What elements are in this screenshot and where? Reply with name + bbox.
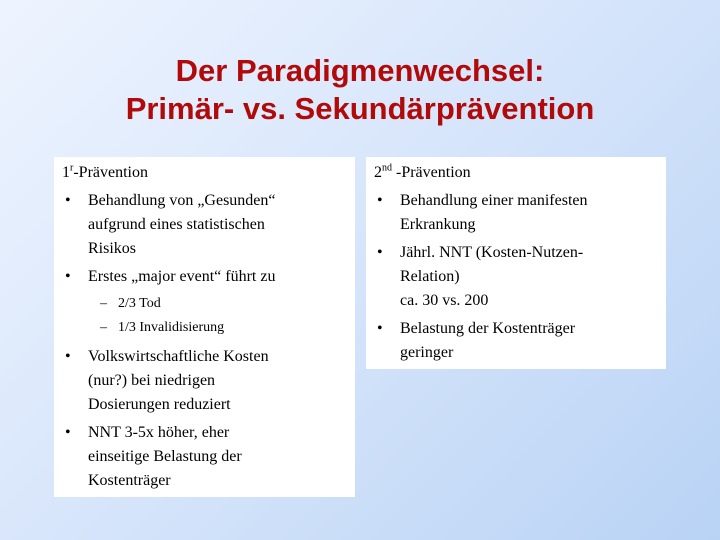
list-item-line: • Behandlung von „Gesunden“ [88,192,276,209]
list-item [374,317,658,365]
list-item-line: • Volkswirtschaftliche Kosten [88,348,269,365]
list-item-line: • Behandlung einer manifesten [400,192,588,209]
heading-ordinal: nd [382,162,392,174]
list-item [374,189,658,237]
sub-list-item: – 2/3 Tod [88,293,347,315]
slide-title-line-2: Primär- vs. Sekundärprävention [125,91,595,126]
list-item-line: geringer [400,344,454,361]
list-item [62,345,347,417]
list-item-line: einseitige Belastung der [88,448,242,465]
heading-number: 1 [62,164,70,181]
heading-ordinal: r [70,162,74,174]
primary-prevention-heading [62,161,347,185]
heading-text: -Prävention [392,164,471,181]
sub-list-item: – 1/3 Invalidisierung [88,317,347,339]
secondary-prevention-box [366,157,666,369]
list-item-line: • Belastung der Kostenträger [400,320,576,337]
slide-title-line-1: Der Paradigmenwechsel: [175,53,545,88]
heading-text: -Prävention [73,164,148,181]
primary-prevention-list [62,189,347,493]
secondary-prevention-heading [374,161,658,185]
heading-number: 2 [374,164,382,181]
list-item [62,421,347,493]
list-item [374,241,658,313]
list-item-line: • Erstes „major event“ führt zu [88,268,276,285]
list-item-line: aufgrund eines statistischen [88,216,265,233]
list-item-line: (nur?) bei niedrigen [88,372,216,389]
list-item-line: Dosierungen reduziert [88,396,231,413]
list-item [62,189,347,261]
sub-list [88,293,347,339]
list-item-line: • Jährl. NNT (Kosten-Nutzen- [400,244,584,261]
secondary-prevention-list [374,189,658,365]
list-item-line: Risikos [88,240,137,257]
list-item-line: ca. 30 vs. 200 [400,292,489,309]
list-item-line: • NNT 3-5x höher, eher [88,424,230,441]
list-item-line: Kostenträger [88,472,171,489]
primary-prevention-box [54,157,355,497]
list-item-line: Relation) [400,268,460,285]
list-item [62,265,347,339]
list-item-line: Erkrankung [400,216,476,233]
slide-title [0,52,720,128]
